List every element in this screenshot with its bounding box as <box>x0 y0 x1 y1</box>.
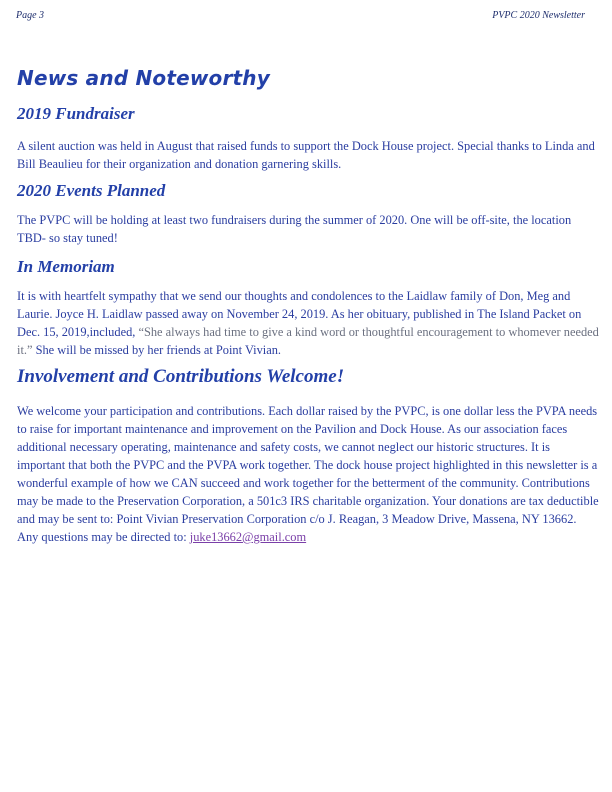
contact-email-link[interactable]: juke13662@gmail.com <box>189 530 307 544</box>
memoriam-quote: “She always had time to give a kind word or thoughtful encouragement to whomever needed it.” <box>17 325 599 357</box>
involvement-text: We welcome your participation and contributions. Each dollar raised by the PVPC, is one dollar less the PVPA needs to raise for important maintenance and improvement on the Pavilion and Dock House. As our association faces additional necessary operating, maintenance and safety costs, we cannot neglect our historic structures. It is important that both the PVPC and the PVPA work together. The dock house project highlighted in this newsletter is a wonderful example of how we CAN succeed and work together for the betterment of the community. Contributions may be made to the Preservation Corporation, a 501c3 IRS charitable organization. Your donations are tax deductible and may be sent to: Point Vivian Preservation Corporation c/o J. Reagan, 3 Meadow Drive, Massena, NY 13662. Any questions may be directed to: <box>17 404 599 544</box>
memoriam-heading: In Memoriam <box>17 257 115 276</box>
events-heading: 2020 Events Planned <box>17 181 166 200</box>
page-number: Page 3 <box>16 10 45 21</box>
involvement-body <box>17 402 599 546</box>
memoriam-text-2: She will be missed by her friends at Point Vivian. <box>32 343 282 357</box>
newsletter-title: PVPC 2020 Newsletter <box>492 10 585 21</box>
fundraiser-body: A silent auction was held in August that raised funds to support the Dock House project. Special thanks to Linda and Bill Beaulieu for their organization and donation garnering skills. <box>17 139 595 171</box>
page-title: News and Noteworthy <box>17 66 270 90</box>
memoriam-text-1: It is with heartfelt sympathy that we send our thoughts and condolences to the Laidlaw family of Don, Meg and Laurie. Joyce H. Laidlaw passed away on November 24, 2019. As her obituary, published in The Island Packet on Dec. 15, 2019,included, <box>17 289 582 339</box>
involvement-heading: Involvement and Contributions Welcome! <box>17 366 345 387</box>
events-body: The PVPC will be holding at least two fundraisers during the summer of 2020. One will be off-site, the location TBD- so stay tuned! <box>17 213 572 245</box>
memoriam-body <box>17 287 599 359</box>
fundraiser-heading: 2019 Fundraiser <box>17 104 135 123</box>
